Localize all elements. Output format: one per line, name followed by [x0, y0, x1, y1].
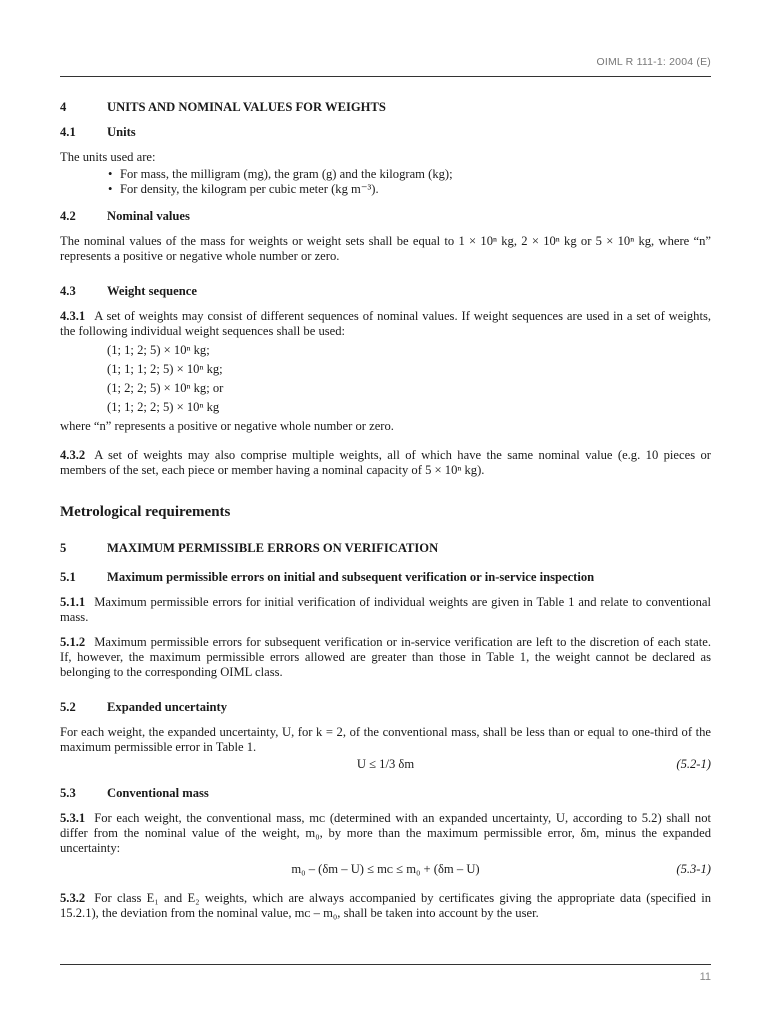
running-title: OIML R 111-1: 2004 (E) [596, 56, 711, 68]
section-title: Maximum permissible errors on initial and subsequent verification or in-service inspection [107, 570, 595, 584]
nominal-values-text: The nominal values of the mass for weights or weight sets shall be equal to 1 × 10ⁿ kg, 2 × 10ⁿ kg or 5 × 10ⁿ kg, where “n” represents a positive or negative whole number or zero. [60, 234, 711, 263]
header-rule [60, 76, 711, 77]
paragraph-5-1-2 [60, 635, 711, 680]
section-number: 5 [60, 541, 67, 555]
units-list [60, 167, 711, 197]
section-title: MAXIMUM PERMISSIBLE ERRORS ON VERIFICATION [107, 541, 439, 555]
paragraph-5-1-1 [60, 595, 711, 625]
section-4-1-heading [60, 125, 711, 140]
document-page [60, 0, 711, 1024]
section-5-1-heading [60, 570, 711, 585]
paragraph-number: 5.1.2 [60, 635, 86, 649]
paragraph-4-3-2 [60, 448, 711, 478]
paragraph-text: For class E₁ and E₂ weights, which are always accompanied by certificates giving the appropriate data (specified in 15.2.1), the deviation from the nominal value, mᴄ – m₀, shall be taken into account by the user. [60, 891, 711, 920]
section-number: 5.2 [60, 700, 76, 714]
section-4-2-heading [60, 209, 711, 224]
section-number: 4.2 [60, 209, 76, 223]
footer-rule [60, 964, 711, 965]
section-number: 4.3 [60, 284, 76, 298]
paragraph-5-3-2 [60, 891, 711, 921]
paragraph-4-3-1 [60, 309, 711, 339]
list-item: • For mass, the milligram (mg), the gram (g) and the kilogram (kg); [120, 167, 711, 182]
section-title: Units [107, 125, 136, 139]
list-item: (1; 2; 2; 5) × 10ⁿ kg; or [107, 381, 224, 395]
paragraph-number: 4.3.2 [60, 448, 86, 462]
list-item: (1; 1; 2; 5) × 10ⁿ kg; [107, 343, 210, 357]
list-item: (1; 1; 2; 2; 5) × 10ⁿ kg [107, 400, 220, 414]
section-number: 5.1 [60, 570, 76, 584]
section-title: Expanded uncertainty [107, 700, 228, 714]
page-number: 11 [699, 971, 711, 983]
section-title: UNITS AND NOMINAL VALUES FOR WEIGHTS [107, 100, 386, 114]
equation-number: (5.2-1) [676, 757, 711, 771]
section-5-2-heading [60, 700, 711, 715]
paragraph-text: Maximum permissible errors for subsequent verification or in-service verification are left to the discretion of each state. If, however, the maximum permissible errors allowed are greater than those in Table 1, the weight cannot be declared as belonging to the corresponding OIML class. [60, 635, 711, 679]
formula-expression: U ≤ 1/3 δm [356, 757, 415, 771]
section-5-3-heading [60, 786, 711, 801]
section-4-3-heading [60, 284, 711, 299]
paragraph-text: A set of weights may also comprise multiple weights, all of which have the same nominal value (e.g. 10 pieces or members of the set, each piece or member having a nominal capacity of 5 × 10ⁿ kg). [60, 448, 711, 477]
section-title: Weight sequence [107, 284, 197, 298]
section-number: 4 [60, 100, 67, 114]
section-title: Conventional mass [107, 786, 209, 800]
formula-expression: m₀ – (δm – U) ≤ mᴄ ≤ m₀ + (δm – U) [291, 862, 480, 876]
formula-5-2-1 [60, 757, 711, 772]
document-body [60, 100, 711, 931]
section-number: 5.3 [60, 786, 76, 800]
section-4-heading [60, 100, 711, 115]
section-5-heading [60, 541, 711, 556]
expanded-uncertainty-text: For each weight, the expanded uncertainty, U, for k = 2, of the conventional mass, shall be less than or equal to one-third of the maximum permissible error in Table 1. [60, 725, 711, 754]
section-number: 4.1 [60, 125, 76, 139]
section-title: Nominal values [107, 209, 190, 223]
paragraph-number: 5.1.1 [60, 595, 86, 609]
paragraph-text: Maximum permissible errors for initial verification of individual weights are given in Table 1 and relate to conventional mass. [60, 595, 711, 624]
paragraph-text: For each weight, the conventional mass, mᴄ (determined with an expanded uncertainty, U, according to 5.2) shall not differ from the nominal value of the weight, m₀, by more than the maximum permissible error, δm, minus the expanded uncertainty: [60, 811, 711, 855]
paragraph-number: 4.3.1 [60, 309, 86, 323]
formula-5-3-1 [60, 862, 711, 877]
equation-number: (5.3-1) [676, 862, 711, 876]
metrological-requirements-heading: Metrological requirements [60, 504, 231, 520]
paragraph-number: 5.3.1 [60, 811, 86, 825]
sequence-note: where “n” represents a positive or negative whole number or zero. [60, 419, 394, 433]
paragraph-text: A set of weights may consist of different sequences of nominal values. If weight sequences are used in a set of weights, the following individual weight sequences shall be used: [60, 309, 711, 338]
units-intro: The units used are: [60, 150, 156, 164]
list-item: • For density, the kilogram per cubic meter (kg m⁻³). [120, 182, 711, 197]
paragraph-5-3-1 [60, 811, 711, 856]
weight-sequence-list [60, 341, 711, 417]
paragraph-number: 5.3.2 [60, 891, 86, 905]
list-item: (1; 1; 1; 2; 5) × 10ⁿ kg; [107, 362, 223, 376]
